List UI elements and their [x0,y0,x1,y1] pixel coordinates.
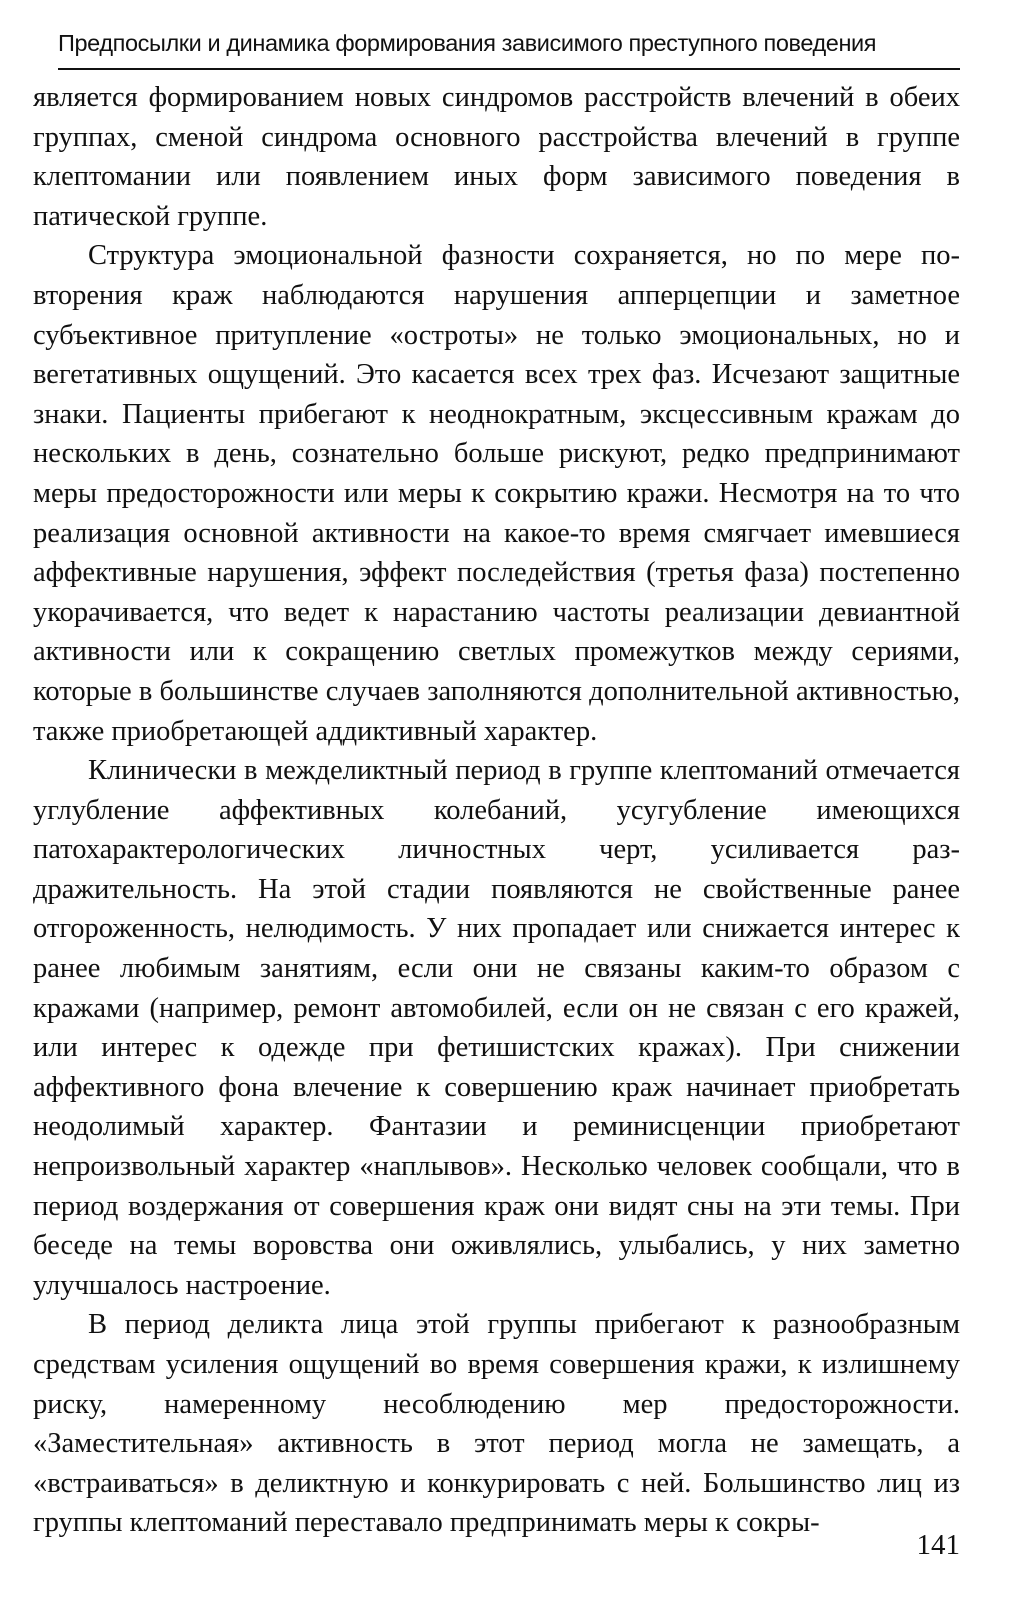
paragraph: Структура эмоциональной фазности сохраняется, но по мере повторения краж наблюдаются нарушения апперцепции и заметное субъективное притупление «остроты» не только эмоциональных, но и вегетативных ощущений. Это касается всех трех фаз. Исчезают защитные знаки. Пациенты прибегают к неоднократным, эксцессивным кражам до нескольких в день, сознательно больше рискуют, редко предпринимают меры предосторожности или меры к сокрытию кражи. Несмотря на то что реализация основной активности на какое-то время смягчает имевшиеся аффективные нарушения, эффект последействия (третья фаза) постепенно укорачивается, что ведет к нарастанию частоты реализации девиантной активности или к сокращению светлых промежутков между сериями, которые в большинстве случаев заполняются дополнительной активностью, также приобретающей аддиктивный характер. [33,240,960,747]
paragraph: Клинически в межделиктный период в группе клептоманий отмечается углубление аффективных колебаний, усугубление имеющихся патохарактерологических личностных черт, усиливается раздражительность. На этой стадии появляются не свойственные ранее отгороженность, нелюдимость. У них пропадает или снижается интерес к ранее любимым занятиям, если они не связаны каким-то образом с кражами (например, ремонт автомобилей, если он не связан с его кражей, или интерес к одежде при фетишистских кражах). При снижении аффективного фона влечение к совершению краж начинает приобретать неодолимый характер. Фантазии и реминисценции приобретают непроизвольный характер «наплывов». Несколько человек сообщали, что в период воздержания от совершения краж они видят сны на эти темы. При беседе на темы воровства они оживлялись, улыбались, у них заметно улучшалось настроение. [33,755,960,1301]
page-number: 141 [916,1529,960,1561]
running-header: Предпосылки и динамика формирования зависимого преступного поведения [58,24,960,70]
paragraph: В период деликта лица этой группы прибегают к разнообразным средствам усиления ощущений во время совершения кражи, к излишнему риску, намеренному несоблюдению мер предосторожности. «Заместительная» активность в этот период могла не замещать, а «встраиваться» в деликтную и конкурировать с ней. Большинство лиц из группы клептоманий переставало предпринимать меры к сокры- [33,1309,960,1539]
body-text [33,78,960,1543]
paragraph-continuation: является формированием новых синдромов расстройств влечений в обеих группах, сменой синдрома основного расстройства влечений в группе клептомании или появлением иных форм зависимого поведения в патической группе. [33,82,960,232]
